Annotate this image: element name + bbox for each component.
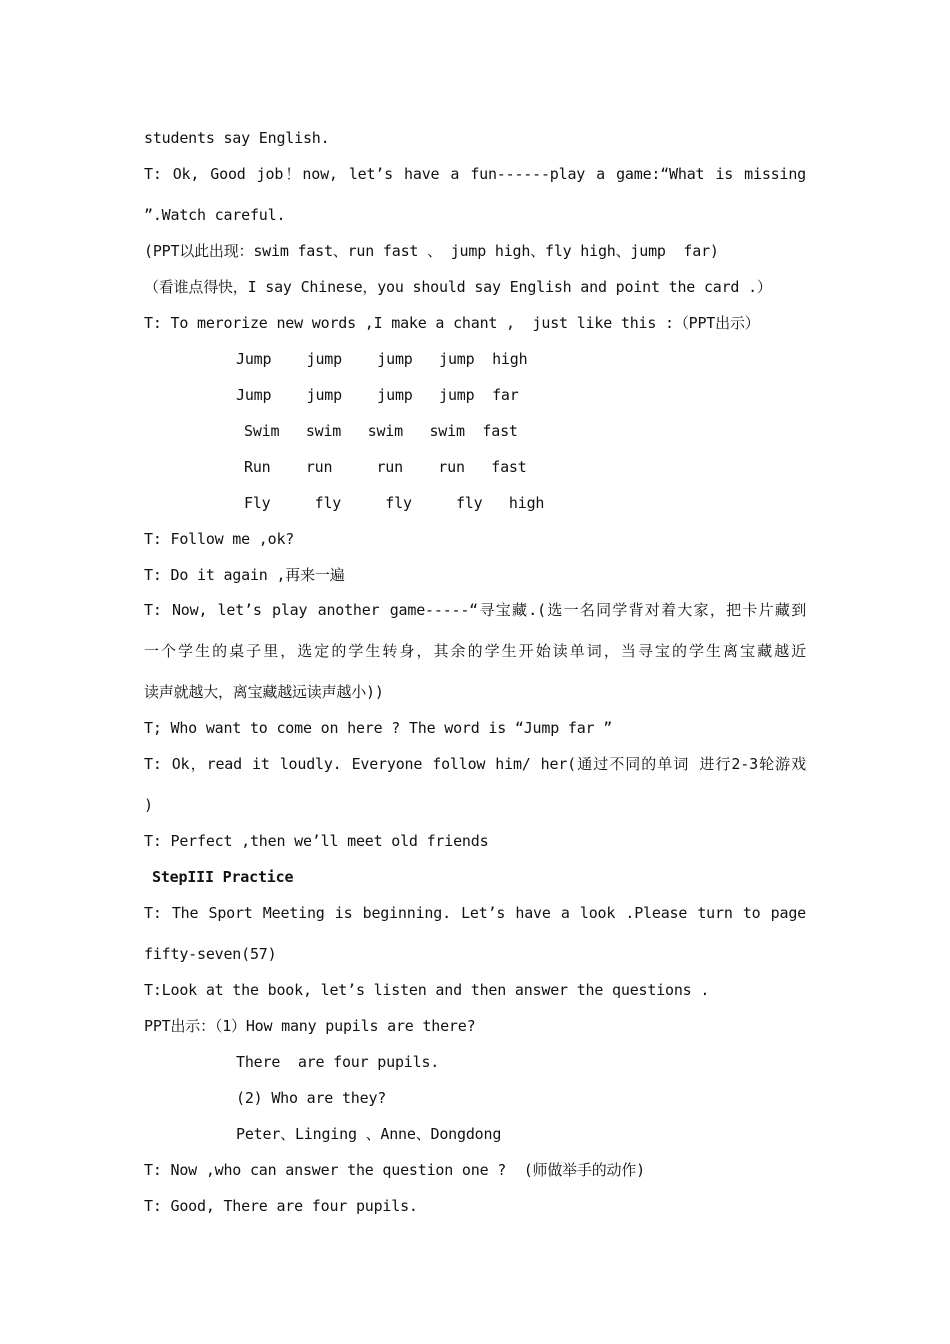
- text-line: T: Do it again ,再来一遍: [144, 566, 345, 584]
- text-line: T: Ok，read it loudly. Everyone follow him/ her(通过不同的单词 进行2-3轮游戏: [144, 755, 806, 773]
- text-line: (PPT以此出现：swim fast、run fast 、 jump high、fly high、jump far): [144, 242, 719, 260]
- text-line: T: Good, There are four pupils.: [144, 1197, 418, 1215]
- section-heading: StepIII Practice: [152, 868, 294, 886]
- answer-line: There are four pupils.: [236, 1053, 440, 1071]
- text-line: T: Follow me ,ok?: [144, 530, 295, 548]
- text-line: ): [144, 796, 153, 814]
- text-line: T:Look at the book, let’s listen and then answer the questions .: [144, 981, 710, 999]
- text-line: T; Who want to come on here ? The word is “Jump far ”: [144, 719, 613, 737]
- text-line: T: Perfect ,then we’ll meet old friends: [144, 832, 489, 850]
- text-line: （看谁点得快，I say Chinese，you should say English and point the card .）: [144, 278, 772, 296]
- text-line: students say English.: [144, 129, 330, 147]
- text-line: PPT出示：（1）How many pupils are there?: [144, 1017, 476, 1035]
- answer-line: Peter、Linging 、Anne、Dongdong: [236, 1125, 502, 1143]
- chant-line: Jump jump jump jump high: [236, 350, 528, 368]
- text-line: T: Now, let’s play another game-----“寻宝藏.(选一名同学背对着大家，把卡片藏到: [144, 601, 806, 619]
- text-line: fifty-seven(57): [144, 945, 277, 963]
- chant-line: Run run run run fast: [244, 458, 527, 476]
- chant-line: Jump jump jump jump far: [236, 386, 519, 404]
- text-line: T: Now ,who can answer the question one ? (师做举手的动作): [144, 1161, 645, 1179]
- text-line: T: To merorize new words ,I make a chant , just like this :（PPT出示）: [144, 314, 760, 332]
- text-line: T: Ok, Good job！now, let’s have a fun------play a game:“What is missing: [144, 165, 806, 183]
- text-line: 读声就越大，离宝藏越远读声越小)): [144, 683, 384, 701]
- text-line: 一个学生的桌子里，选定的学生转身，其余的学生开始读单词，当寻宝的学生离宝藏越近: [144, 642, 806, 660]
- chant-line: Fly fly fly fly high: [244, 494, 545, 512]
- question-line: (2) Who are they?: [236, 1089, 387, 1107]
- chant-line: Swim swim swim swim fast: [244, 422, 518, 440]
- text-line: ”.Watch careful.: [144, 206, 286, 224]
- text-line: T: The Sport Meeting is beginning. Let’s have a look .Please turn to page: [144, 904, 806, 922]
